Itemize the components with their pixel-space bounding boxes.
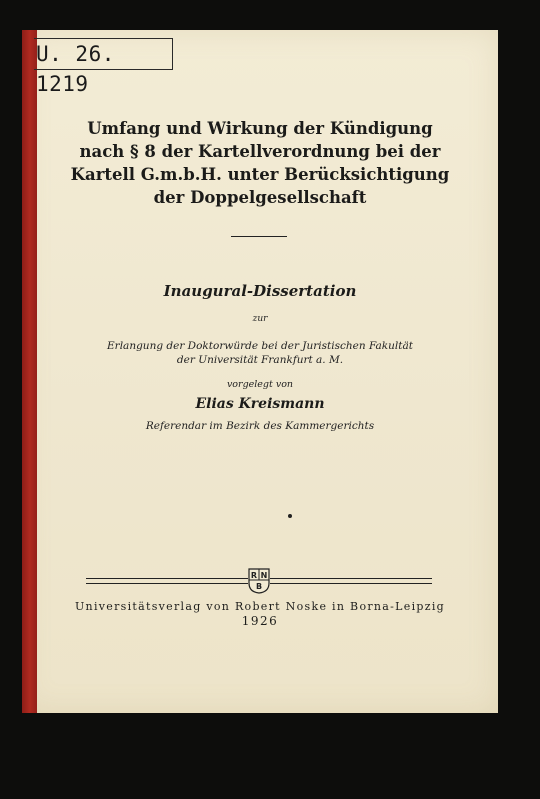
library-call-number: U. 26. 1219 xyxy=(34,38,173,70)
ink-dot xyxy=(288,514,292,518)
logo-letter-n: N xyxy=(260,571,268,580)
publisher-name: Universitätsverlag von Robert Noske in Borna-Leipzig xyxy=(74,600,446,613)
author-role: Referendar im Bezirk des Kammergerichts xyxy=(145,420,375,432)
publication-year: 1926 xyxy=(241,614,279,628)
dissertation-label: Inaugural-Dissertation xyxy=(163,282,357,300)
publisher-rule-left xyxy=(86,578,248,584)
author-name: Elias Kreismann xyxy=(195,396,325,412)
purpose-line-2: der Universität Frankfurt a. M. xyxy=(176,354,344,366)
red-spine-binding xyxy=(22,30,37,713)
title-line: Umfang und Wirkung der Kündigung xyxy=(87,119,433,138)
dissertation-title xyxy=(60,117,460,209)
title-line: nach § 8 der Kartellverordnung bei der xyxy=(79,142,441,161)
publisher-rule-right xyxy=(270,578,432,584)
title-line: Kartell G.m.b.H. unter Berücksichtigung xyxy=(70,165,450,184)
title-divider xyxy=(231,236,287,237)
presented-by-text: vorgelegt von xyxy=(226,379,294,390)
title-line: der Doppelgesellschaft xyxy=(153,188,367,207)
zur-text: zur xyxy=(252,314,268,324)
purpose-line-1: Erlangung der Doktorwürde bei der Juristischen Fakultät xyxy=(107,340,413,352)
logo-letter-b: B xyxy=(255,582,263,591)
publisher-logo-icon xyxy=(247,568,271,594)
logo-letter-r: R xyxy=(250,571,258,580)
